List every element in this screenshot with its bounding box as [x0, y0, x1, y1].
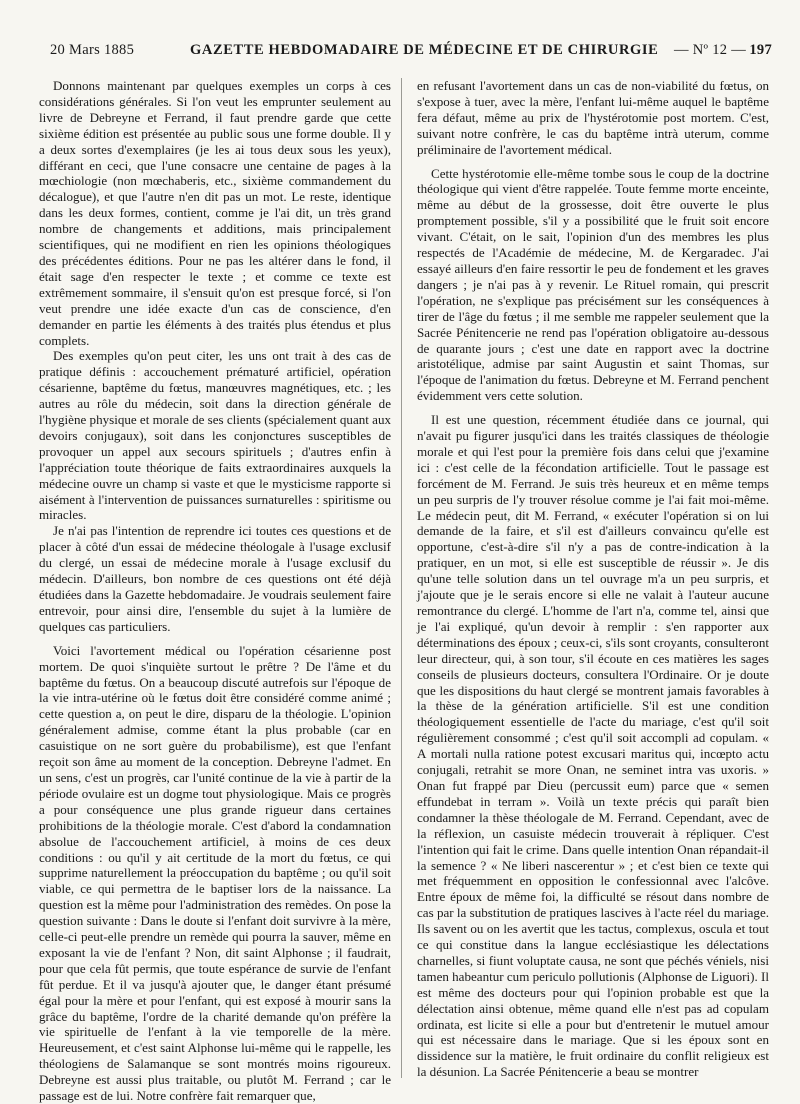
- right-paragraph-2: Cette hystérotomie elle-même tombe sous le coup de la doctrine théologique qui vient d'être rappelée. Toute femme morte enceinte, même au début de la grossesse, doit être ouverte le plus promptement possible, s'il y a possibilité que le fruit soit encore vivant. C'était, on le sait, l'opinion d'un des membres les plus respectés de l'Académie de médecine, M. de Kergaradec. J'ai essayé ailleurs d'en faire ressortir le peu de fondement et les graves dangers ; je n'ai pas à y revenir. Le Rituel romain, qui prescrit l'opération, ne s'explique pas précisément sur les conséquences à tirer de l'âge du fœtus ; il me semble me rappeler seulement que la Sacrée Pénitencerie ne rend pas l'opération obligatoire au-dessous de quarante jours ; c'est une date en rapport avec la doctrine aristotélique, admise par saint Augustin et saint Thomas, sur l'époque de l'animation du fœtus. Debreyne et M. Ferrand penchent évidemment vers cette solution.: [417, 165, 769, 404]
- header-date: 20 Mars 1885: [50, 42, 135, 58]
- right-column: [417, 78, 769, 1078]
- left-paragraph-2: Des exemples qu'on peut citer, les uns ont trait à des cas de pratique définis : accouchement prématuré artificiel, opération césarienne, baptême du fœtus, manœuvres magnétiques, etc. ; les autres au rôle du médecin, soit dans la direction générale de l'hygiène physique et morale de ses clients (spécialement quant aux devoirs conjugaux), soit dans les conjonctures susceptibles de provoquer un appel aux secours spirituels ; d'autres enfin à l'appréciation toute théorique de faits extraordinaires auxquels la médecine ouvre un champ si vaste et que le mysticisme rapporte si aisément à l'intervention de puissances surnaturelles : spiritisme ou miracles.: [39, 348, 391, 523]
- left-paragraph-3: Je n'ai pas l'intention de reprendre ici toutes ces questions et de placer à côté d'un essai de médecine théologale à l'usage exclusif du clergé, un essai de médecine morale à l'usage exclusif du médecin. D'ailleurs, bon nombre de ces questions ont été déjà étudiées dans la Gazette hebdomadaire. Je voudrais seulement faire entrevoir, pour ainsi dire, l'ensemble du sujet à la lumière de quelques cas particuliers.: [39, 523, 391, 634]
- page-number: 197: [749, 42, 772, 58]
- right-paragraph-3: Il est une question, récemment étudiée dans ce journal, qui n'avait pu figurer jusqu'ici dans les traités classiques de théologie morale et qui l'est pour la première fois dans celui que j'examine ici : c'est celle de la fécondation artificielle. Tout le passage est forcément de M. Ferrand. Je suis très heureux et en même temps un peu surpris de l'y trouver résolue comme je l'ai fait moi-même. Le médecin peut, dit M. Ferrand, « exécuter l'opération si on lui demande de la faire, et s'il est d'ailleurs convaincu qu'elle est opportune, c'est-à-dire s'il n'y a pas de contre-indication à la pratiquer, en un mot, si elle est susceptible de réussir ». Je dis qu'une telle solution dans un tel ouvrage m'a un peu surpris, et j'ajoute que je le serais encore si elle ne valait à l'auteur aucune remontrance du clergé. L'homme de l'art n'a, comme tel, ainsi que je l'ai expliqué, qu'un devoir à remplir : s'en rapporter aux déterminations des époux ; ceux-ci, s'ils sont croyants, consulteront leur directeur, qui, à son tour, s'il écoute en ces matières les sages conseils de plusieurs docteurs, consultera l'Ordinaire. Or je doute que les dispositions du haut clergé se montrent jamais favorables à la thèse de la génération artificielle. S'il est une condition théologiquement essentielle de l'acte du mariage, c'est qu'il soit régulièrement consommé ; c'est qu'il soit accompli ad copulam. « A mortali nulla ratione potest excusari maritus qui, incœpto actu conjugali, retrahit se more Onan, ne seminet intra vas uxoris. » Onan fut frappé par Dieu (percussit eum) parce que « semen effundebat in terram ». Voilà un texte précis qui paraît bien condamner la thèse théologale de M. Ferrand. Cependant, avec de la réflexion, un casuiste médecin trouverait à répliquer. C'est l'intention qui fait le crime. Dans quelle intention Onan répandait-il la semence ? « Ne liberi nascerentur » ; et c'est bien ce texte qui met fréquemment en opposition le confessionnal avec l'alcôve. Entre époux de même foi, la difficulté se résout dans nombre de cas par la substitution de pratiques lascives à l'acte réel du mariage. Ils savent ou on les avertit que les tactus, complexus, oscula et tout ce qui constitue dans la langue ecclésiastique les délectations charnelles, si fiunt voluptate causa, ne sont que péchés véniels, nisi tamen habeantur cum periculo pollutionis (Alphonse de Liguori). Il est même des docteurs pour qui l'opinion probable est que la délectation ainsi obtenue, même quand elle n'est pas ad copulam ordinata, est licite si elle a pour but d'entretenir le mutuel amour qui est nécessaire dans le mariage. Que si les époux sont en dissidence sur la matière, le fruit ordinaire du conflit religieux est la désunion. La Sacrée Pénitencerie a beau se montrer: [417, 412, 769, 1080]
- journal-title: GAZETTE HEBDOMADAIRE DE MÉDECINE ET DE CHIRURGIE: [190, 42, 659, 58]
- left-column: [39, 78, 391, 1104]
- column-divider: [401, 78, 402, 1078]
- issue-number: — Nº 12 —: [674, 42, 747, 58]
- left-paragraph-4: Voici l'avortement médical ou l'opération césarienne post mortem. De quoi s'inquiète surtout le prêtre ? De l'âme et du baptême du fœtus. On a beaucoup discuté autrefois sur l'époque de la vie intra-utérine où le fœtus doit être considéré comme animé ; cette question a, on peut le dire, disparu de la théologie. L'opinion généralement admise, comme étant la plus probable (car en casuistique on ne sort guère du probabilisme), est que l'enfant reçoit son âme au moment de la conception. Debreyne l'admet. En un sens, c'est un progrès, car l'unité continue de la vie à partir de la période ovulaire est un dogme tout physiologique. Mais ce progrès a pour conséquence une plus grande rigueur dans certaines prohibitions de la théologie morale. C'est d'abord la condamnation absolue de l'accouchement artificiel, à moins de ces deux conditions : ou qu'il y ait certitude de la mort du fœtus, ce qui supprime naturellement la préoccupation du baptême ; ou qu'il soit viable, ce qui permettra de le baptiser lors de la naissance. La question est la même pour l'administration des remèdes. On pose la question suivante : Dans le doute si l'enfant doit survivre à la mère, celle-ci peut-elle prendre un remède qui pourra la sauver, même en exposant la vie de l'enfant ? Non, dit saint Alphonse ; il faudrait, pour que cela fût permis, que toute espérance de survie de l'enfant fût perdue. Et il va jusqu'à ajouter que, le danger étant présumé égal pour la mère et pour l'enfant, qui est exposé à mourir sans la grâce du baptême, l'ordre de la charité demande qu'on préfère la vie spirituelle de l'enfant à la vie temporelle de la mère. Heureusement, et c'est saint Alphonse lui-même qui le rappelle, les théologiens de Salamanque se sont montrés moins rigoureux. Debreyne est aussi plus traitable, ou plutôt M. Ferrand ; car le passage est de lui. Notre confrère fait remarquer que,: [39, 642, 391, 1104]
- page-header: [50, 42, 772, 64]
- right-paragraph-1: en refusant l'avortement dans un cas de non-viabilité du fœtus, on s'expose à tuer, avec la mère, l'enfant lui-même auquel le baptême fera défaut, même au prix de l'hystérotomie post mortem. C'est, suivant notre confrère, le cas du baptême intrà uterum, comme préliminaire de l'avortement médical.: [417, 78, 769, 157]
- left-paragraph-1: Donnons maintenant par quelques exemples un corps à ces considérations générales. Si l'on veut les emprunter seulement au livre de Debreyne et Ferrand, il faut prendre garde que cette sixième édition est présentée au public sous une forme double. Il y a deux sortes d'exemplaires (je les ai tous deux sous les yeux), différant en ceci, que l'une consacre une centaine de pages à la mœchiologie (non mœchaberis, etc., sixième commandement du décalogue), et que l'autre n'en dit pas un mot. Le reste, identique dans les deux formes, contient, comme je l'ai dit, un très grand nombre de changements et additions, mais principalement scientifiques, qui ne modifient en rien les opinions théologiques des précédentes éditions. Pour ne pas les altérer dans le fond, il était sage d'en respecter le texte ; et comme ce texte est extrêmement sommaire, il s'ensuit qu'on est presque forcé, si l'on veut prendre une idée exacte d'un cas de conscience, d'en demander en partie les éléments à des traités plus étendus et plus complets.: [39, 78, 391, 348]
